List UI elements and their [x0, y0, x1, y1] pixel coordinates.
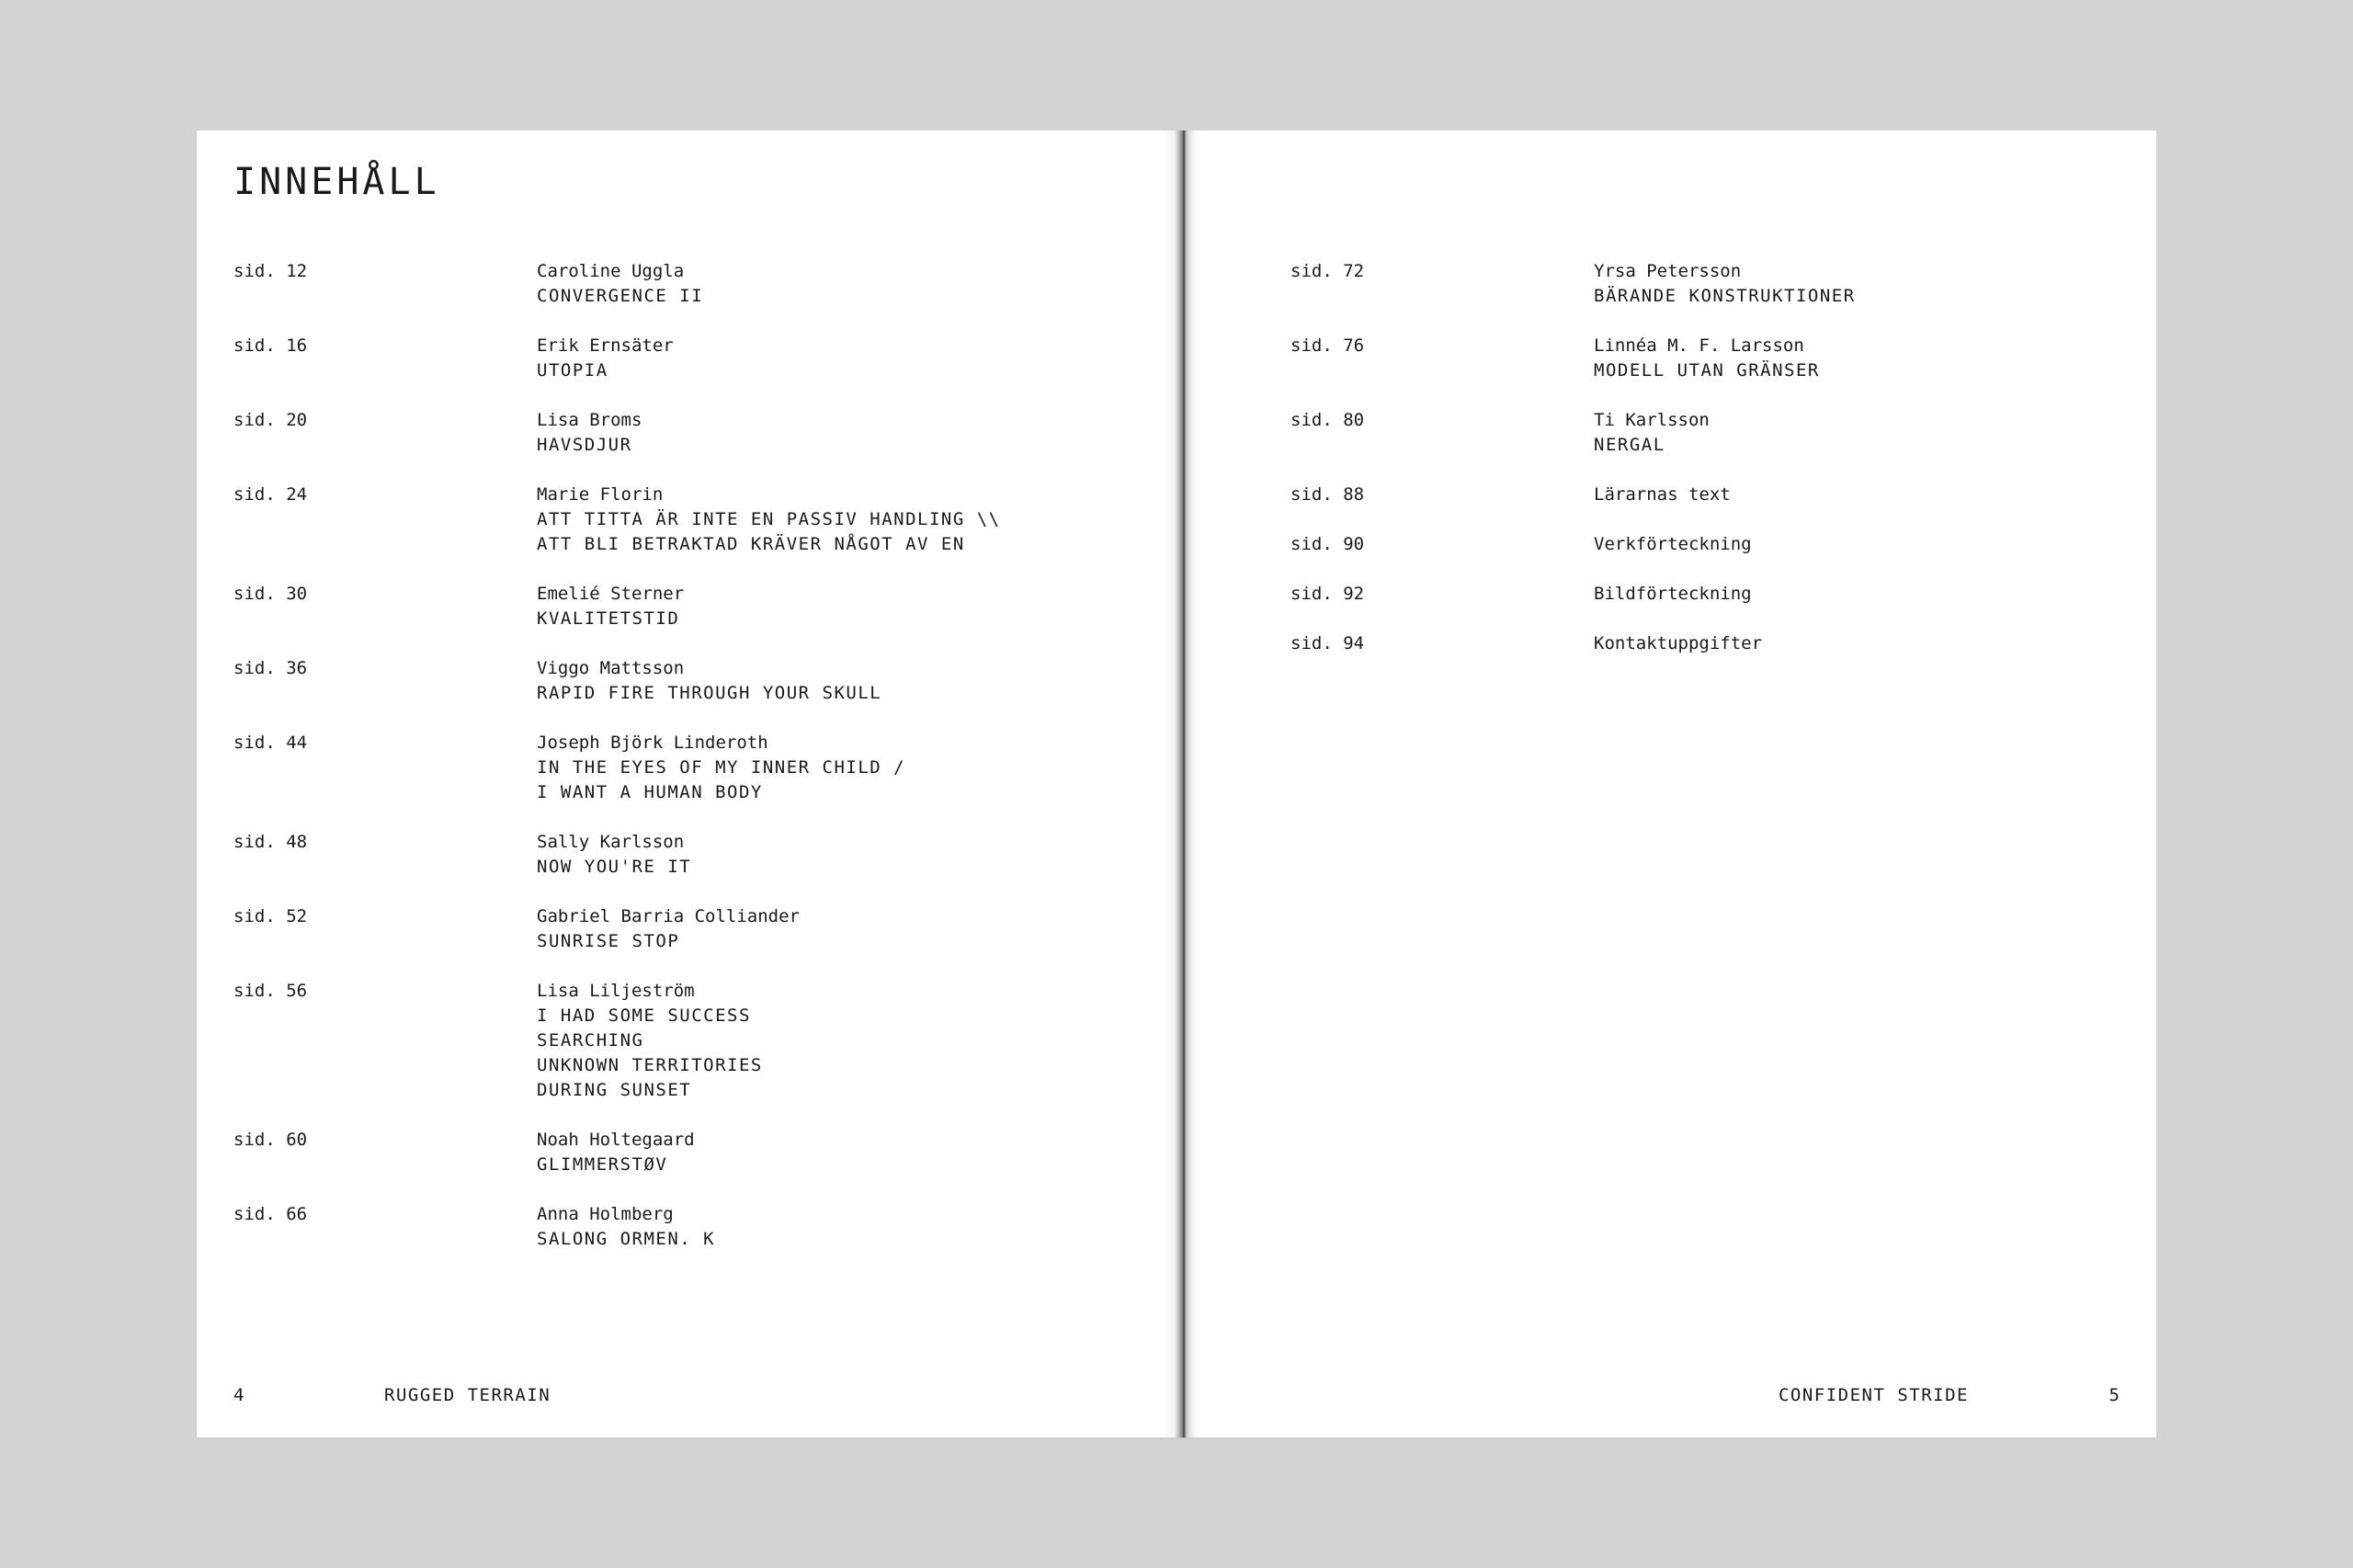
toc-entry-body — [537, 259, 1153, 309]
toc-entry-body — [1594, 408, 2136, 458]
toc-entry — [233, 259, 1153, 309]
toc-work-title-line: NERGAL — [1594, 435, 1665, 455]
toc-author-name: Anna Holmberg — [537, 1204, 674, 1224]
toc-entry-body — [537, 582, 1153, 631]
contents-list-left — [233, 259, 1153, 1277]
toc-work-title-line: KVALITETSTID — [537, 608, 680, 629]
toc-work-title-line: I HAD SOME SUCCESS — [537, 1006, 751, 1026]
toc-work-title-line: SEARCHING — [537, 1030, 644, 1051]
toc-author-name: Gabriel Barria Colliander — [537, 906, 800, 926]
toc-entry-body — [537, 1202, 1153, 1252]
toc-entry-body — [537, 904, 1153, 954]
toc-work-title-line: CONVERGENCE II — [537, 286, 704, 306]
toc-entry-body — [1594, 483, 2136, 507]
toc-entry — [233, 904, 1153, 954]
toc-entry-body — [537, 731, 1153, 805]
contents-heading: INNEHÅLL — [233, 161, 440, 203]
toc-work-title-line: RAPID FIRE THROUGH YOUR SKULL — [537, 683, 882, 703]
toc-entry — [1290, 631, 2136, 656]
toc-entry-body — [537, 656, 1153, 706]
toc-work-title-line: UNKNOWN TERRITORIES — [537, 1055, 763, 1075]
book-spread — [197, 131, 2156, 1437]
toc-author-name: Linnéa M. F. Larsson — [1594, 335, 1804, 356]
toc-page-ref: sid. 52 — [233, 906, 308, 926]
toc-page-ref: sid. 60 — [233, 1130, 308, 1150]
toc-author-name: Emelié Sterner — [537, 584, 685, 604]
running-title-left: RUGGED TERRAIN — [384, 1385, 551, 1405]
right-page — [1175, 131, 2156, 1437]
toc-page-ref: sid. 92 — [1290, 584, 1365, 604]
toc-entry-body — [537, 979, 1153, 1103]
toc-page-ref: sid. 12 — [233, 261, 308, 281]
toc-entry — [233, 483, 1153, 557]
toc-author-name: Viggo Mattsson — [537, 658, 685, 678]
toc-page-ref: sid. 72 — [1290, 261, 1365, 281]
toc-work-title-line: SUNRISE STOP — [537, 931, 680, 951]
toc-entry — [1290, 582, 2136, 607]
toc-page-ref: sid. 66 — [233, 1204, 308, 1224]
toc-author-name: Ti Karlsson — [1594, 410, 1710, 430]
toc-entry — [1290, 408, 2136, 458]
toc-page-ref: sid. 16 — [233, 335, 308, 356]
page-number-left: 4 — [233, 1385, 244, 1405]
toc-work-title-line: IN THE EYES OF MY INNER CHILD / — [537, 757, 906, 778]
toc-entry — [233, 979, 1153, 1103]
toc-work-title-line: UTOPIA — [537, 360, 608, 381]
toc-entry — [233, 1128, 1153, 1177]
toc-page-ref: sid. 56 — [233, 981, 308, 1001]
toc-entry — [233, 656, 1153, 706]
toc-entry-body — [1594, 259, 2136, 309]
toc-entry-body — [537, 483, 1153, 557]
toc-entry-body — [537, 408, 1153, 458]
toc-entry — [1290, 259, 2136, 309]
toc-entry — [233, 334, 1153, 383]
toc-author-name: Bildförteckning — [1594, 584, 1752, 604]
contents-list-right — [1290, 259, 2136, 681]
toc-entry-body — [537, 1128, 1153, 1177]
toc-work-title-line: ATT TITTA ÄR INTE EN PASSIV HANDLING \\ — [537, 509, 1001, 529]
toc-work-title-line: I WANT A HUMAN BODY — [537, 782, 763, 802]
toc-page-ref: sid. 88 — [1290, 484, 1365, 505]
toc-page-ref: sid. 44 — [233, 733, 308, 753]
toc-entry — [1290, 483, 2136, 507]
toc-entry-body — [537, 830, 1153, 880]
toc-author-name: Noah Holtegaard — [537, 1130, 695, 1150]
left-page — [197, 131, 1175, 1437]
toc-author-name: Lisa Broms — [537, 410, 642, 430]
toc-page-ref: sid. 30 — [233, 584, 308, 604]
toc-author-name: Yrsa Petersson — [1594, 261, 1742, 281]
toc-entry — [233, 582, 1153, 631]
toc-entry-body — [1594, 334, 2136, 383]
toc-author-name: Joseph Björk Linderoth — [537, 733, 768, 753]
toc-entry-body — [537, 334, 1153, 383]
toc-work-title-line: MODELL UTAN GRÄNSER — [1594, 360, 1820, 381]
toc-page-ref: sid. 94 — [1290, 633, 1365, 653]
toc-work-title-line: ATT BLI BETRAKTAD KRÄVER NÅGOT AV EN — [537, 534, 965, 554]
running-title-right: CONFIDENT STRIDE — [1778, 1385, 1969, 1405]
toc-entry — [233, 408, 1153, 458]
toc-author-name: Lisa Liljeström — [537, 981, 695, 1001]
toc-entry-body — [1594, 631, 2136, 656]
toc-entry — [1290, 334, 2136, 383]
toc-page-ref: sid. 80 — [1290, 410, 1365, 430]
toc-entry — [1290, 532, 2136, 557]
toc-entry-body — [1594, 532, 2136, 557]
toc-entry — [233, 731, 1153, 805]
toc-page-ref: sid. 20 — [233, 410, 308, 430]
toc-author-name: Lärarnas text — [1594, 484, 1731, 505]
toc-author-name: Sally Karlsson — [537, 832, 685, 852]
toc-author-name: Erik Ernsäter — [537, 335, 674, 356]
toc-author-name: Marie Florin — [537, 484, 664, 505]
toc-work-title-line: GLIMMERSTØV — [537, 1154, 668, 1175]
toc-page-ref: sid. 36 — [233, 658, 308, 678]
toc-author-name: Caroline Uggla — [537, 261, 685, 281]
toc-work-title-line: DURING SUNSET — [537, 1080, 692, 1100]
toc-page-ref: sid. 48 — [233, 832, 308, 852]
toc-author-name: Verkförteckning — [1594, 534, 1752, 554]
toc-entry-body — [1594, 582, 2136, 607]
toc-work-title-line: HAVSDJUR — [537, 435, 632, 455]
toc-page-ref: sid. 24 — [233, 484, 308, 505]
toc-entry — [233, 1202, 1153, 1252]
page-number-right: 5 — [2109, 1385, 2120, 1405]
toc-work-title-line: BÄRANDE KONSTRUKTIONER — [1594, 286, 1856, 306]
toc-work-title-line: SALONG ORMEN. K — [537, 1229, 716, 1249]
toc-page-ref: sid. 90 — [1290, 534, 1365, 554]
toc-author-name: Kontaktuppgifter — [1594, 633, 1763, 653]
toc-work-title-line: NOW YOU'RE IT — [537, 857, 692, 877]
toc-entry — [233, 830, 1153, 880]
toc-page-ref: sid. 76 — [1290, 335, 1365, 356]
